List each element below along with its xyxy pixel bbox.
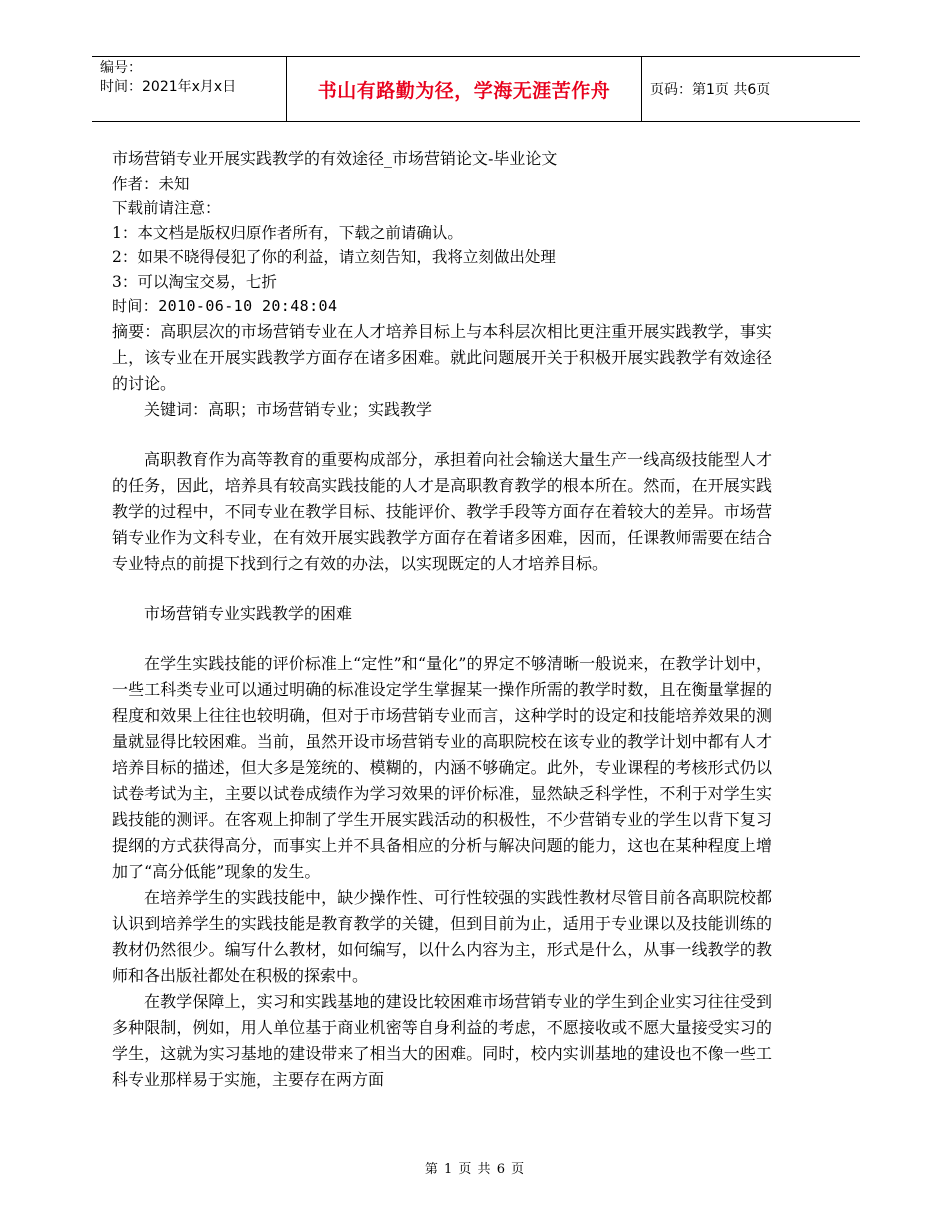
notice-item-3: 3：可以淘宝交易，七折 (112, 272, 277, 291)
spacer (112, 577, 772, 601)
header-motto: 书山有路勤为径，学海无涯苦作舟 (286, 57, 642, 121)
keywords: 关键词：高职；市场营销专业；实践教学 (144, 399, 433, 419)
page-header (92, 56, 860, 122)
time-label: 时间：2021年x月x日 (100, 79, 237, 95)
page-footer: 第 1 页 共 6 页 (424, 1162, 526, 1177)
paragraph-3: 在培养学生的实践技能中，缺少操作性、可行性较强的实践性教材尽管目前各高职院校都认识到培养学生的实践技能是教育教学的关键，但到目前为止，适用于专业课以及技能训练的教材仍然很少。编写什么教材，如何编写，以什么内容为主，形式是什么，从事一线教学的教师和各出版社都处在积极的探索中。 (112, 887, 772, 985)
doc-title: 市场营销专业开展实践教学的有效途径_市场营销论文-毕业论文 (112, 149, 558, 168)
number-label: 编号： (100, 60, 142, 76)
section-heading: 市场营销专业实践教学的困难 (144, 603, 353, 623)
header-meta (92, 57, 286, 121)
abstract: 摘要：高职层次的市场营销专业在人才培养目标上与本科层次相比更注重开展实践教学，事实上，该专业在开展实践教学方面存在诸多困难。就此问题展开关于积极开展实践教学有效途径的讨论。 (112, 321, 772, 393)
paragraph-2: 在学生实践技能的评价标准上“定性”和“量化”的界定不够清晰一般说来，在教学计划中，一些工科类专业可以通过明确的标准设定学生掌握某一操作所需的教学时数，且在衡量掌握的程度和效果上往往也较明确，但对于市场营销专业而言，这种学时的设定和技能培养效果的测量就显得比较困难。当前，虽然开设市场营销专业的高职院校在该专业的教学计划中都有人才培养目标的描述，但大多是笼统的、模糊的，内涵不够确定。此外，专业课程的考核形式仍以试卷考试为主，主要以试卷成绩作为学习效果的评价标准，显然缺乏科学性，不利于对学生实践技能的测评。在客观上抑制了学生开展实践活动的积极性，不少营销专业的学生以背下复习提纲的方式获得高分，而事实上并不具备相应的分析与解决问题的能力，这也在某种程度上增加了“高分低能”现象的发生。 (112, 653, 772, 881)
notice-heading: 下载前请注意： (112, 199, 221, 217)
spacer (112, 423, 772, 447)
doc-time: 时间：2010-06-10 20:48:04 (112, 297, 338, 315)
paragraph-4: 在教学保障上，实习和实践基地的建设比较困难市场营销专业的学生到企业实习往往受到多种限制，例如，用人单位基于商业机密等自身利益的考虑，不愿接收或不愿大量接受实习的学生，这就为实习基地的建设带来了相当大的困难。同时，校内实训基地的建设也不像一些工科专业那样易于实施，主要存在两方面 (112, 991, 772, 1089)
spacer (112, 627, 772, 651)
doc-author: 作者：未知 (112, 174, 190, 193)
header-page-label: 页码：第1页 共6页 (650, 82, 771, 98)
notice-item-1: 1：本文档是版权归原作者所有，下载之前请确认。 (112, 223, 463, 242)
document-body (112, 147, 772, 1093)
paragraph-1: 高职教育作为高等教育的重要构成部分，承担着向社会输送大量生产一线高级技能型人才的任务，因此，培养具有较高实践技能的人才是高职教育教学的根本所在。然而，在开展实践教学的过程中，不同专业在教学目标、技能评价、教学手段等方面存在着较大的差异。市场营销专业作为文科专业，在有效开展实践教学方面存在着诸多困难，因而，任课教师需要在结合专业特点的前提下找到行之有效的办法，以实现既定的人才培养目标。 (112, 449, 772, 573)
notice-item-2: 2：如果不晓得侵犯了你的利益，请立刻告知，我将立刻做出处理 (112, 248, 556, 266)
